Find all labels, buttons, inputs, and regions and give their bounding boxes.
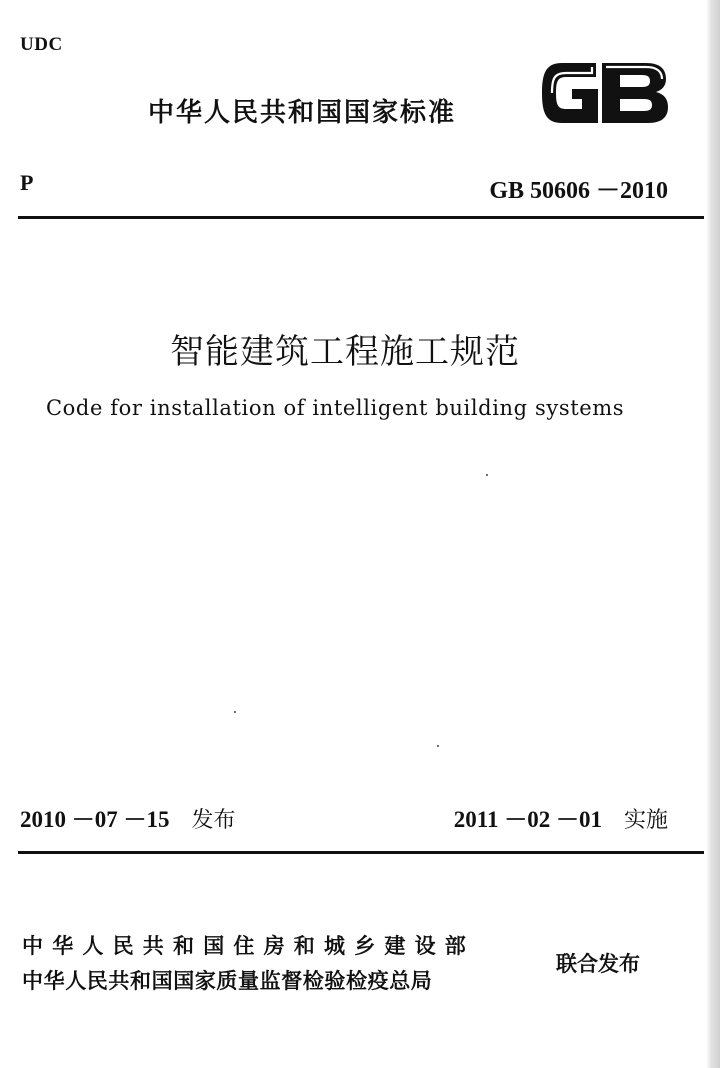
scan-speck [234, 711, 236, 713]
issue-date: 2010 －07 －15 [20, 807, 170, 832]
top-divider [18, 216, 704, 219]
category-code: P [20, 170, 34, 195]
page-edge-shadow [706, 0, 720, 1068]
issue-date-line [20, 801, 236, 834]
effective-date: 2011 －02 －01 [453, 807, 602, 832]
udc-label: UDC [20, 34, 63, 55]
gb-logo-g-letter [542, 63, 598, 123]
standard-number: GB 50606 －2010 [489, 178, 668, 204]
issue-label: 发布 [191, 808, 236, 833]
scan-speck [486, 474, 488, 476]
gb-logo [538, 55, 672, 131]
effective-date-line [454, 801, 668, 834]
bottom-divider [18, 851, 704, 854]
issuer-aqsiq: 中华人民共和国国家质量监督检验检疫总局 [22, 969, 433, 993]
issuer-ministry-housing: 中华人民共和国住房和城乡建设部 [22, 934, 475, 958]
gb-logo-b-letter [602, 63, 668, 123]
joint-publish-label: 联合发布 [556, 952, 640, 976]
title-chinese: 智能建筑工程施工规范 [170, 332, 520, 372]
title-english: Code for installation of intelligent building systems [46, 396, 625, 420]
effective-label: 实施 [623, 808, 668, 833]
standard-type-title: 中华人民共和国国家标准 [148, 98, 457, 128]
scan-speck [437, 745, 439, 747]
